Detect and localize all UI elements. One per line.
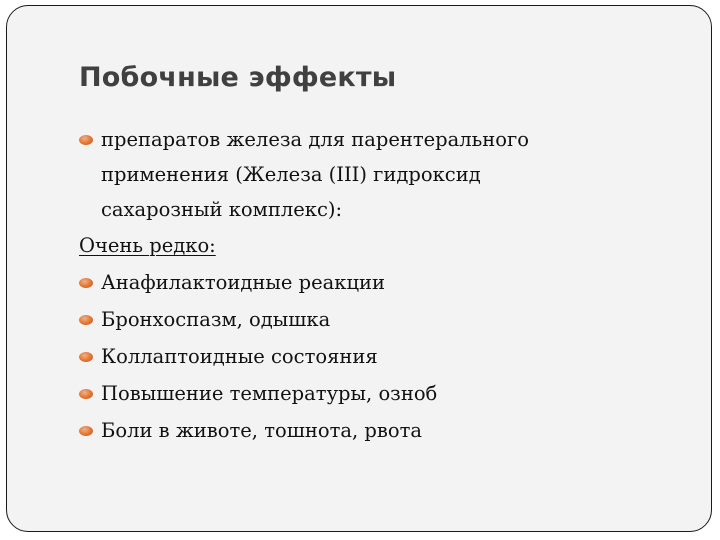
bullet-item-text: Бронхоспазм, одышка: [101, 308, 331, 331]
bullet-item: [79, 264, 659, 301]
bullet-item: [79, 412, 659, 449]
bullet-item: [79, 375, 659, 412]
subheading: [79, 227, 659, 264]
bullet-item: [79, 338, 659, 375]
bullet-item-text: применения (Железа (III) гидроксид: [101, 163, 481, 186]
bullet-item-text: препаратов железа для парентерального: [101, 128, 529, 151]
bullet-icon: [79, 389, 93, 399]
bullet-item-text: Повышение температуры, озноб: [101, 382, 438, 405]
slide-content: [79, 122, 659, 449]
bullet-item: [79, 301, 659, 338]
slide-title: Побочные эффекты: [79, 62, 397, 93]
bullet-item-intro: [79, 122, 659, 157]
bullet-icon: [79, 426, 93, 436]
bullet-icon: [79, 315, 93, 325]
bullet-icon: [79, 278, 93, 288]
bullet-item-continuation: [79, 157, 659, 192]
bullet-item-text: Анафилактоидные реакции: [101, 271, 386, 294]
bullet-icon: [79, 352, 93, 362]
bullet-item-continuation: [79, 192, 659, 227]
subheading-text: Очень редко:: [79, 234, 216, 257]
bullet-item-text: Коллаптоидные состояния: [101, 345, 378, 368]
bullet-item-text: Боли в животе, тошнота, рвота: [101, 419, 423, 442]
bullet-item-text: сахарозный комплекс):: [101, 198, 343, 221]
bullet-icon: [79, 135, 93, 145]
